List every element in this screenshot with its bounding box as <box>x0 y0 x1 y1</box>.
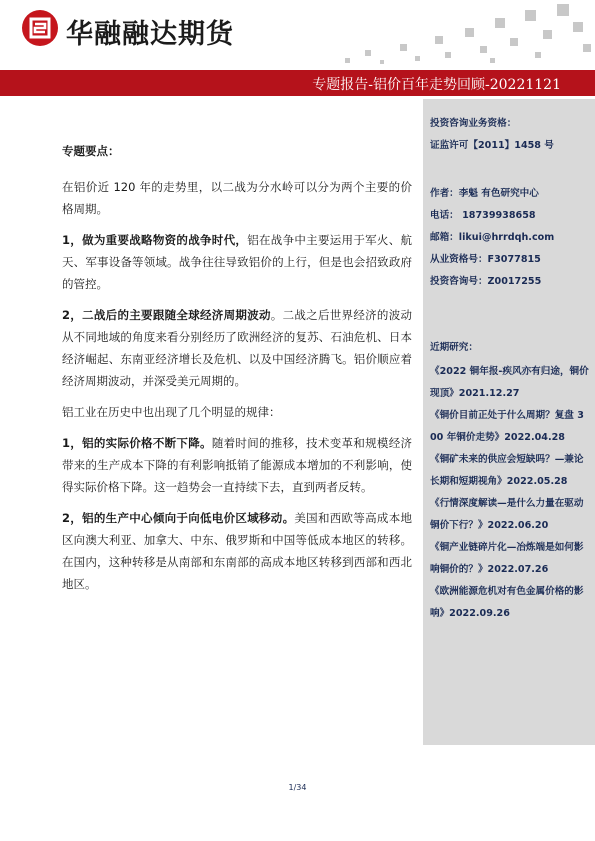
sidebar-content <box>430 113 590 625</box>
main-content <box>62 140 412 604</box>
page-header <box>0 0 595 98</box>
recent-research-item[interactable]: 《行情深度解读—是什么力量在驱动铜价下行？》2022.06.20 <box>430 498 584 531</box>
company-name: 华融融达期货 <box>66 19 234 50</box>
rule-2-paragraph <box>62 507 412 595</box>
sidebar <box>423 99 595 745</box>
rule-2-heading: 2，铝的生产中心倾向于向低电价区域移动。 <box>62 511 295 525</box>
point-1-heading: 1，做为重要战略物资的战争时代， <box>62 233 248 247</box>
point-1-paragraph <box>62 229 412 295</box>
recent-research-item[interactable]: 《铜价目前正处于什么周期？复盘 300 年铜价走势》2022.04.28 <box>430 410 584 443</box>
intro-paragraph: 在铝价近 120 年的走势里，以二战为分水岭可以分为两个主要的价格周期。 <box>62 180 412 216</box>
recent-research-item[interactable]: 《欧洲能源危机对有色金属价格的影响》2022.09.26 <box>430 586 584 619</box>
report-title: 专题报告-铝价百年走势回顾-20221121 <box>312 77 561 93</box>
recent-research-item[interactable]: 《铜矿未来的供应会短缺吗？—兼论长期和短期视角》2022.05.28 <box>430 454 584 487</box>
qualification-title: 投资咨询业务资格： <box>430 118 517 129</box>
rule-2-text: 美国和西欧等高成本地区向澳大利亚、加拿大、中东、俄罗斯和中国等低成本地区的转移。在国内，这种转移是从南部和东南部的高成本地区转移到西部和西北地区。 <box>62 511 413 591</box>
title-bar <box>0 70 595 96</box>
rules-intro: 铝工业在历史中也出现了几个明显的规律： <box>62 405 281 419</box>
page-number: 1/34 <box>288 783 307 792</box>
point-1-text: 铝在战争中主要运用于军火、航天、军事设备等领域。战争往往导致铝价的上行，但是也会招致政府的管控。 <box>62 233 413 291</box>
author: 作者：李魁 有色研究中心 <box>430 188 539 199</box>
rule-1-text: 随着时间的推移，技术变革和规模经济带来的生产成本下降的有利影响抵销了能源成本增加的不利影响，使得实际价格下降。这一趋势会一直持续下去，直到两者反转。 <box>62 436 412 494</box>
recent-research-title: 近期研究： <box>430 342 478 353</box>
rule-1-paragraph <box>62 432 412 498</box>
point-2-text: 。二战之后世界经济的波动从不同地域的角度来看分别经历了欧洲经济的复苏、石油危机、日本经济崛起、东南亚经济增长及危机、以及中国经济腾飞。铝价顺应着经济周期波动，并深受美元周期的。 <box>62 308 413 388</box>
rule-1-heading: 1，铝的实际价格不断下降。 <box>62 436 212 450</box>
practice-number: 从业资格号：F3077815 <box>430 254 541 265</box>
recent-research-item[interactable]: 《2022 铜年报-疾风亦有归途，铜价现顶》2021.12.27 <box>430 366 589 399</box>
section-title: 专题要点： <box>62 144 120 158</box>
recent-research-item[interactable]: 《铜产业链碎片化—冶炼端是如何影响铜价的？》2022.07.26 <box>430 542 584 575</box>
phone: 电话： 18739938658 <box>430 210 536 221</box>
email[interactable]: 邮箱：likui@hrrdqh.com <box>430 232 555 243</box>
company-logo-icon <box>22 10 58 46</box>
consult-number: 投资咨询号：Z0017255 <box>430 276 542 287</box>
point-2-paragraph <box>62 304 412 392</box>
point-2-heading: 2，二战后的主要跟随全球经济周期波动 <box>62 308 271 322</box>
decorative-pattern-icon <box>305 0 595 70</box>
license-number: 证监许可【2011】1458 号 <box>430 140 554 151</box>
